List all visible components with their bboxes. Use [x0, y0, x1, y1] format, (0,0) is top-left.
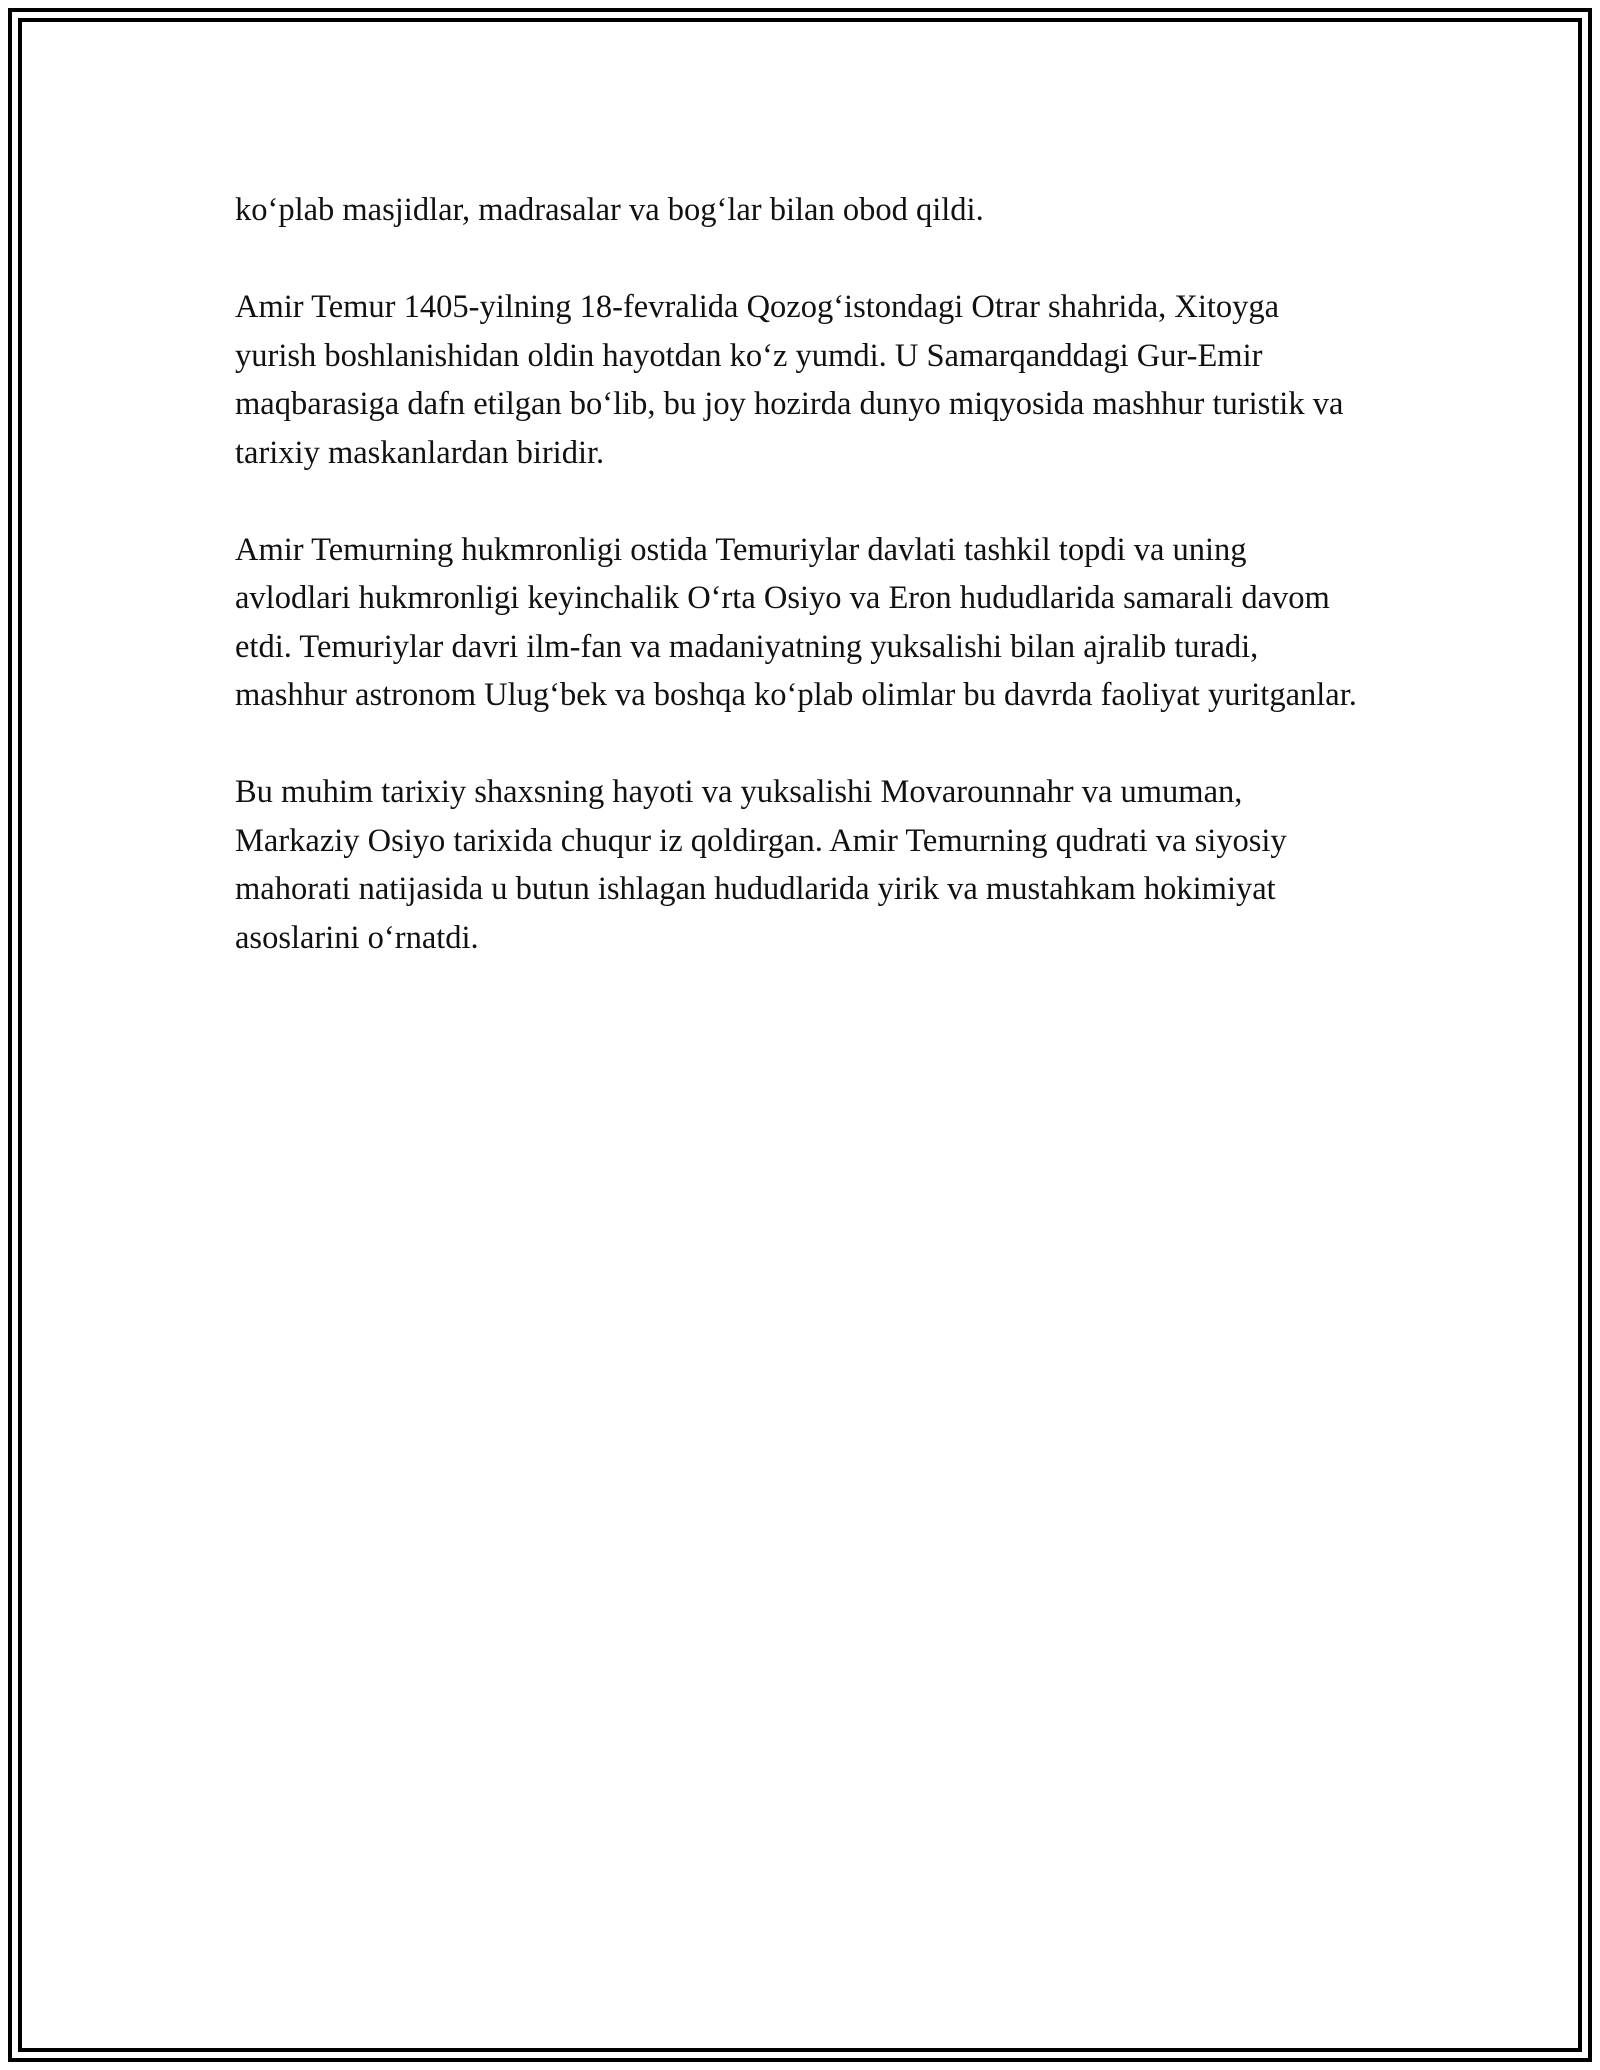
paragraph-3: Amir Temurning hukmronligi ostida Temuriylar davlati tashkil topdi va uning avlodlari hukmronligi keyinchalik O‘rta Osiyo va Eron hududlarida samarali davom etdi. Temuriylar davri ilm-fan va madaniyatning yuksalishi bilan ajralib turadi, mashhur astronom Ulug‘bek va boshqa ko‘plab olimlar bu davrda faoliyat yuritganlar.: [235, 531, 1357, 713]
paragraph-2: Amir Temur 1405-yilning 18-fevralida Qozog‘istondagi Otrar shahrida, Xitoyga yurish boshlanishidan oldin hayotdan ko‘z yumdi. U Samarqanddagi Gur-Emir maqbarasiga dafn etilgan bo‘lib, bu joy hozirda dunyo miqyosida mashhur turistik va tarixiy maskanlardan biridir.: [235, 289, 1344, 471]
paragraph-1: ko‘plab masjidlar, madrasalar va bog‘lar bilan obod qildi.: [235, 192, 984, 228]
document-body: [235, 186, 1365, 1011]
paragraph-4: Bu muhim tarixiy shaxsning hayoti va yuksalishi Movarounnahr va umuman, Markaziy Osiyo tarixida chuqur iz qoldirgan. Amir Temurning qudrati va siyosiy mahorati natijasida u butun ishlagan hududlarida yirik va mustahkam hokimiyat asoslarini o‘rnatdi.: [235, 774, 1287, 956]
